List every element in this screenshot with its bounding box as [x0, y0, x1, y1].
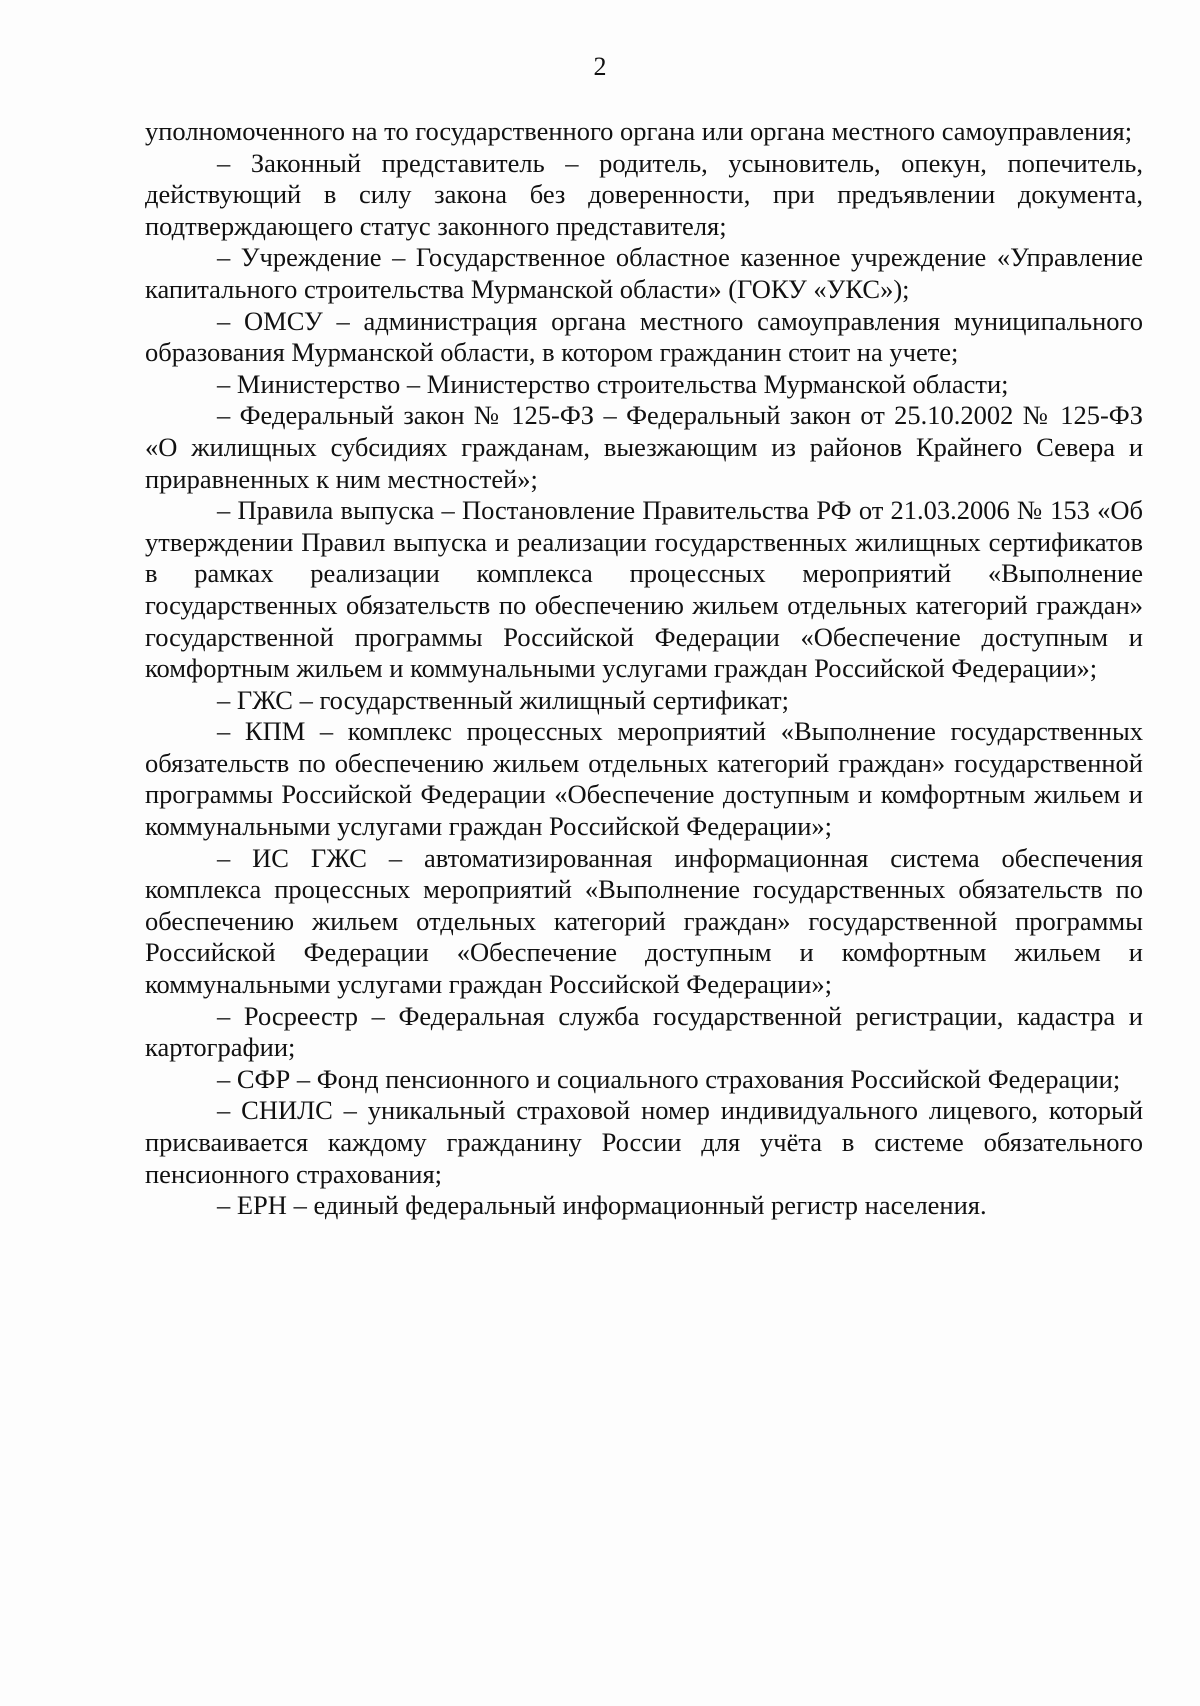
definition-ministry: – Министерство – Министерство строительства Мурманской области;: [217, 368, 1009, 399]
definition-gzhs: – ГЖС – государственный жилищный сертификат;: [217, 684, 789, 715]
page-number: 2: [593, 52, 607, 81]
definition-federal-law: – Федеральный закон № 125-ФЗ – Федеральный закон от 25.10.2002 № 125-ФЗ «О жилищных субсидиях гражданам, выезжающим из районов Крайнего Севера и приравненных к ним местностей»;: [145, 400, 1143, 494]
definition-is-gzhs: – ИС ГЖС – автоматизированная информационная система обеспечения комплекса процессных мероприятий «Выполнение государственных обязательств по обеспечению жильем отдельных категорий граждан» государственной программы Российской Федерации «Обеспечение доступным и комфортным жильем и коммунальными услугами граждан Российской Федерации»;: [145, 842, 1143, 1000]
definition-legal-representative: – Законный представитель – родитель, усыновитель, опекун, попечитель, действующий в силу закона без доверенности, при предъявлении документа, подтверждающего статус законного представителя;: [145, 147, 1143, 241]
definition-kpm: – КПМ – комплекс процессных мероприятий «Выполнение государственных обязательств по обеспечению жильем отдельных категорий граждан» государственной программы Российской Федерации «Обеспечение доступным и комфортным жильем и коммунальными услугами граждан Российской Федерации»;: [145, 716, 1143, 842]
document-body: [145, 116, 1143, 1222]
definition-institution: – Учреждение – Государственное областное казенное учреждение «Управление капитального строительства Мурманской области» (ГОКУ «УКС»);: [145, 242, 1143, 304]
definition-snils: – СНИЛС – уникальный страховой номер индивидуального лицевого, который присваивается каждому гражданину России для учёта в системе обязательного пенсионного страхования;: [145, 1095, 1143, 1189]
definition-rosreestr: – Росреестр – Федеральная служба государственной регистрации, кадастра и картографии;: [145, 1000, 1143, 1063]
definition-sfr: – СФР – Фонд пенсионного и социального страхования Российской Федерации;: [217, 1063, 1121, 1094]
definition-omsu: – ОМСУ – администрация органа местного самоуправления муниципального образования Мурманской области, в котором гражданин стоит на учете;: [145, 305, 1143, 368]
definition-issue-rules: – Правила выпуска – Постановление Правительства РФ от 21.03.2006 № 153 «Об утверждении Правил выпуска и реализации государственных жилищных сертификатов в рамках реализации комплекса процессных мероприятий «Выполнение государственных обязательств по обеспечению жильем отдельных категорий граждан» государственной программы Российской Федерации «Обеспечение доступным и комфортным жильем и коммунальными услугами граждан Российской Федерации»;: [145, 495, 1143, 684]
paragraph-continuation: уполномоченного на то государственного органа или органа местного самоуправления;: [145, 116, 1133, 146]
definition-ern: – ЕРН – единый федеральный информационный регистр населения.: [217, 1190, 987, 1221]
